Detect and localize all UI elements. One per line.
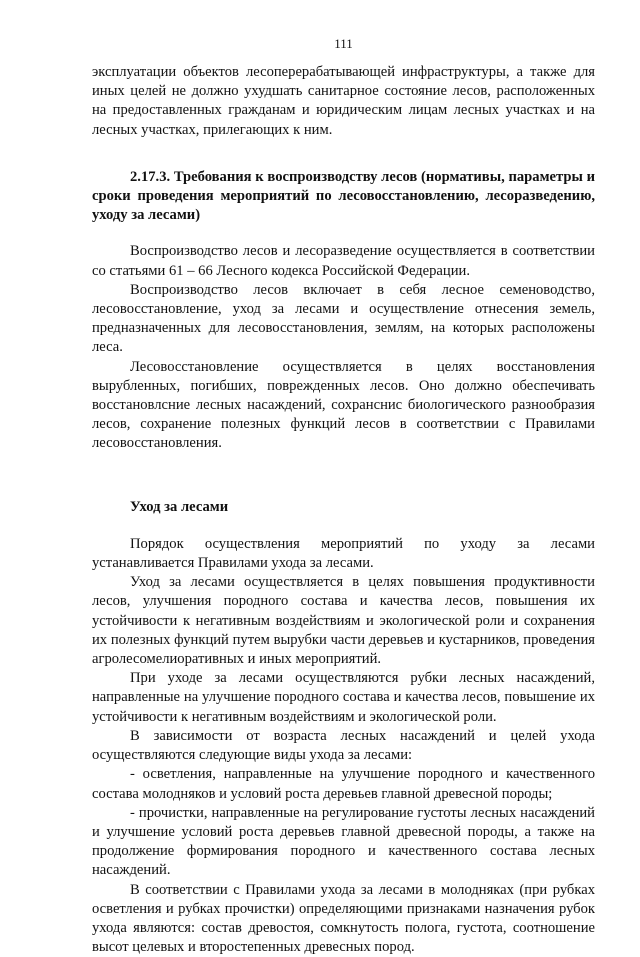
intro-paragraph: эксплуатации объектов лесоперерабатывающей инфраструктуры, а также для иных целей не должно ухудшать санитарное состояние лесов, расположенных на предоставленных гражданам и юридическим лицам лесных участках и на лесных участках, прилегающих к ним. bbox=[92, 64, 595, 138]
section-paragraph-2: Воспроизводство лесов включает в себя лесное семеноводство, лесовосстановление, уход за лесами и осуществление отнесения земель, предназначенных для лесовосстановления, землям, на которых расположены леса. bbox=[92, 281, 595, 356]
page-number: 111 bbox=[334, 36, 353, 51]
section-heading: 2.17.3. Требования к воспроизводству лесов (нормативы, параметры и сроки проведения мероприятий по лесовосстановлению, лесоразведению, уходу за лесами) bbox=[92, 168, 595, 224]
care-paragraph-4: В зависимости от возраста лесных насаждений и целей ухода осуществляются следующие виды ухода за лесами: bbox=[92, 727, 595, 764]
care-paragraph-5: В соответствии с Правилами ухода за лесами в молодняках (при рубках осветления и рубках прочистки) определяющими признаками назначения рубок ухода являются: состав древостоя, сомкнутость полога, густота, соотношение высот целевых и второстепенных древесных пород. bbox=[92, 881, 595, 956]
care-list-item-2: - прочистки, направленные на регулирование густоты лесных насаждений и улучшение условий роста деревьев главной древесной породы, а также на продолжение формирования породного и качественного состава лесных насаждений. bbox=[92, 804, 595, 879]
care-heading: Уход за лесами bbox=[130, 498, 229, 515]
care-paragraph-1: Порядок осуществления мероприятий по уходу за лесами устанавливается Правилами ухода за лесами. bbox=[92, 535, 595, 572]
care-list-item-1: - осветления, направленные на улучшение породного и качественного состава молодняков и условий роста деревьев главной древесной породы; bbox=[92, 766, 595, 802]
page-content bbox=[92, 63, 595, 957]
care-paragraph-3: При уходе за лесами осуществляются рубки лесных насаждений, направленные на улучшение породного состава и качества лесов, повышение их устойчивости к негативным воздействиям и экологической роли. bbox=[92, 670, 595, 725]
care-paragraph-2: Уход за лесами осуществляется в целях повышения продуктивности лесов, улучшения породного состава и качества лесов, повышения их устойчивости к негативным воздействиям и экологической роли и сохранения их полезных функций путем вырубки части деревьев и кустарников, проведения агролесомелиоративных и иных мероприятий. bbox=[92, 574, 595, 668]
section-paragraph-3: Лесовосстановление осуществляется в целях восстановления вырубленных, погибших, поврежденных лесов. Оно должно обеспечивать восстановлсние лесных насаждений, сохранснис биологического разнообразия лесов, сохранение полезных функций лесов в соответствии с Правилами лесовосстановления. bbox=[92, 358, 595, 452]
section-paragraph-1: Воспроизводство лесов и лесоразведение осуществляется в соответствии со статьями 61 – 66 Лесного кодекса Российской Федерации. bbox=[92, 243, 595, 279]
